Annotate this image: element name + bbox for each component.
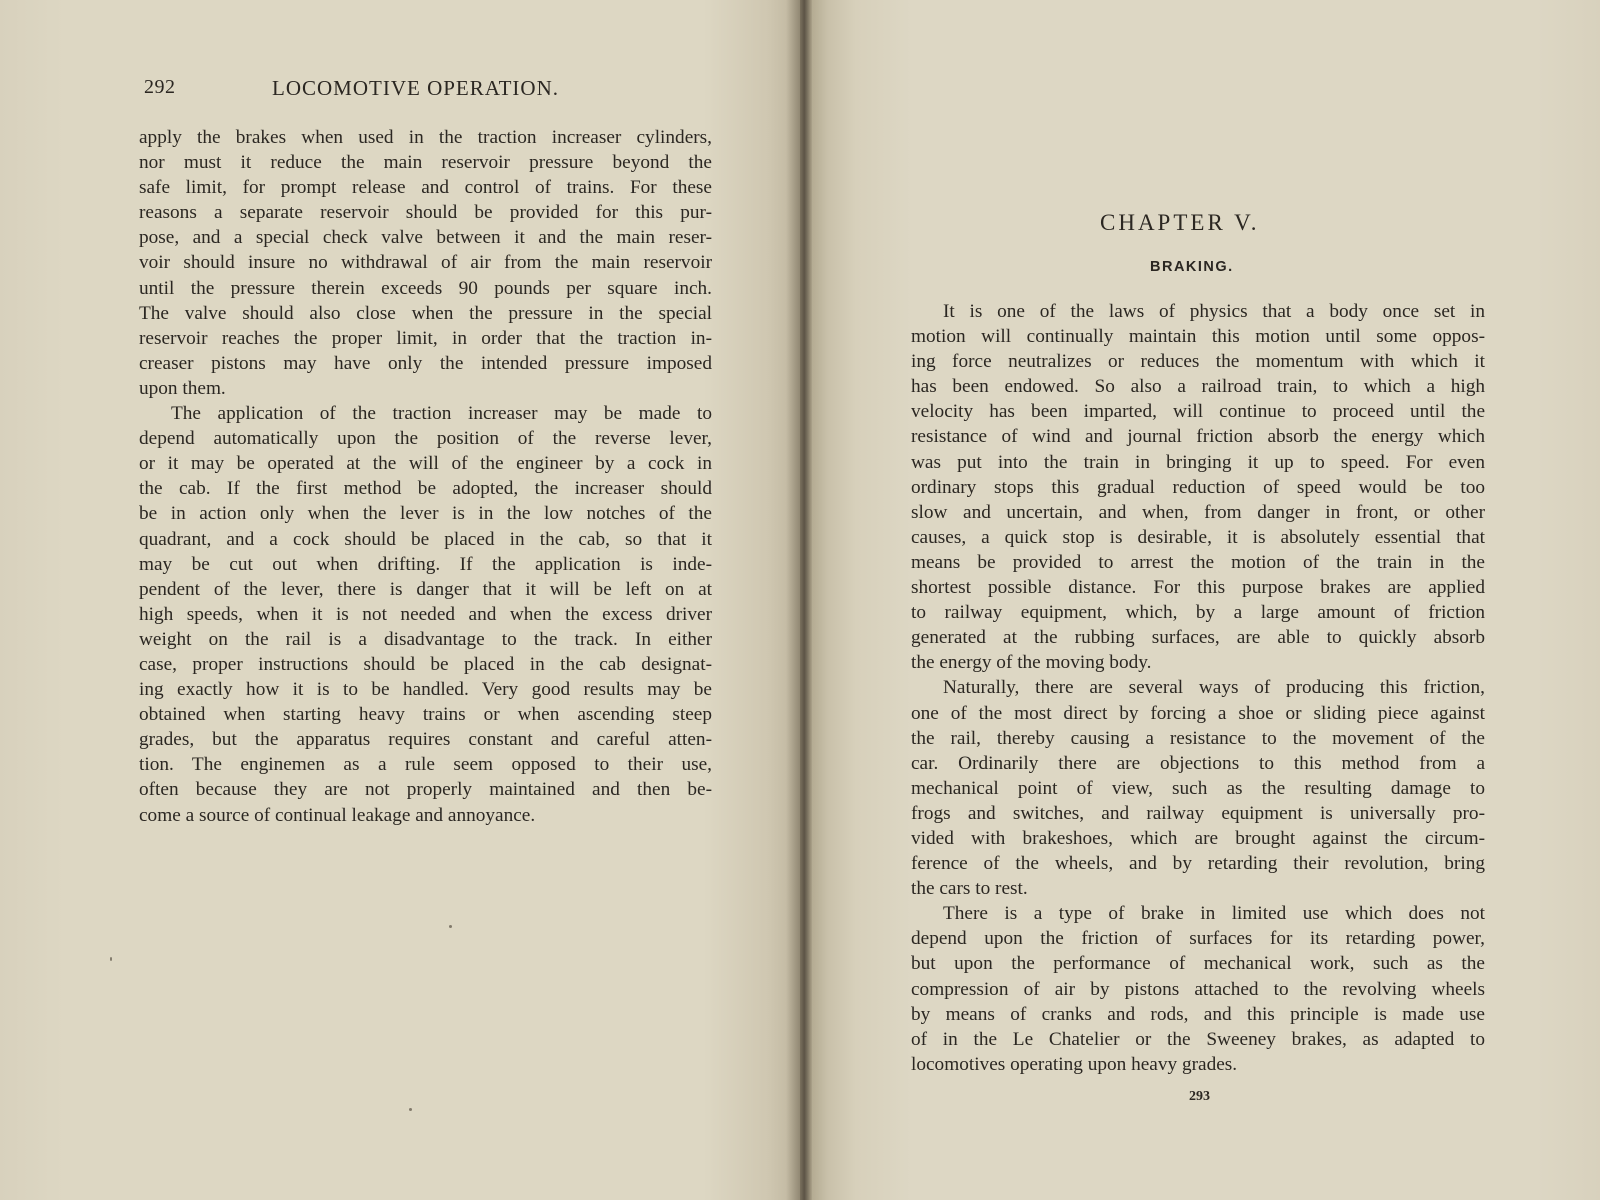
text-line: It is one of the laws of physics that a body once set in (943, 301, 1485, 322)
text-line: creaser pistons may have only the intended pressure imposed (139, 352, 712, 374)
text-line: reasons a separate reservoir should be provided for this pur- (139, 202, 712, 224)
text-line: or it may be operated at the will of the engineer by a cock in (139, 453, 712, 475)
text-line: vided with brakeshoes, which are brought against the circum- (911, 827, 1485, 849)
text-line: motion will continually maintain this motion until some oppos- (911, 326, 1485, 348)
text-line: the energy of the moving body. (911, 652, 1152, 674)
text-line: velocity has been imparted, will continue to proceed until the (911, 401, 1485, 423)
text-line: reservoir reaches the proper limit, in order that the traction in- (139, 327, 712, 349)
text-line: the rail, thereby causing a resistance to the movement of the (911, 727, 1485, 749)
text-line: one of the most direct by forcing a shoe or sliding piece against (911, 702, 1485, 724)
text-line: depend automatically upon the position of the reverse lever, (139, 428, 712, 450)
text-line: of in the Le Chatelier or the Sweeney brakes, as adapted to (911, 1028, 1485, 1050)
text-line: apply the brakes when used in the traction increaser cylinders, (139, 127, 712, 148)
text-line: may be cut out when drifting. If the application is inde- (139, 553, 712, 575)
text-line: frogs and switches, and railway equipment is universally pro- (911, 802, 1485, 824)
book-gutter (786, 0, 812, 1200)
text-line: obtained when starting heavy trains or when ascending steep (139, 704, 712, 726)
text-line: ing force neutralizes or reduces the momentum with which it (911, 351, 1485, 373)
page-number-left: 292 (144, 76, 176, 98)
text-line: come a source of continual leakage and annoyance. (139, 804, 536, 826)
running-head (144, 76, 704, 106)
left-page-text (139, 125, 712, 828)
text-line: by means of cranks and rods, and this principle is made use (911, 1003, 1485, 1025)
right-page-text (911, 299, 1485, 1077)
text-line: but upon the performance of mechanical work, such as the (911, 953, 1485, 975)
chapter-subtitle: BRAKING. (1150, 259, 1234, 275)
text-line: voir should insure no withdrawal of air from the main reservoir (139, 252, 712, 274)
text-line: causes, a quick stop is desirable, it is absolutely essential that (911, 526, 1485, 548)
text-line: pendent of the lever, there is danger that it will be left on at (139, 578, 712, 600)
chapter-title: CHAPTER V. (1100, 210, 1260, 235)
text-line: locomotives operating upon heavy grades. (911, 1053, 1238, 1075)
text-line: slow and uncertain, and when, from danger in front, or other (911, 501, 1485, 523)
text-line: shortest possible distance. For this purpose brakes are applied (911, 577, 1485, 599)
text-line: ference of the wheels, and by retarding their revolution, bring (911, 853, 1485, 875)
text-line: means be provided to arrest the motion of the train in the (911, 551, 1485, 573)
text-line: safe limit, for prompt release and control of trains. For these (139, 177, 712, 199)
text-line: ing exactly how it is to be handled. Very good results may be (139, 679, 712, 701)
text-line: ordinary stops this gradual reduction of speed would be too (911, 476, 1485, 498)
text-line: mechanical point of view, such as the resulting damage to (911, 777, 1485, 799)
text-line: The valve should also close when the pressure in the special (139, 302, 712, 324)
text-line: grades, but the apparatus requires constant and careful atten- (139, 729, 712, 751)
text-line: be in action only when the lever is in the low notches of the (139, 503, 712, 525)
text-line: often because they are not properly maintained and then be- (139, 779, 712, 801)
running-title: LOCOMOTIVE OPERATION. (272, 76, 559, 100)
text-line: resistance of wind and journal friction absorb the energy which (911, 426, 1485, 448)
text-line: depend upon the friction of surfaces for its retarding power, (911, 928, 1485, 950)
text-line: Naturally, there are several ways of producing this friction, (943, 677, 1485, 699)
print-speck (409, 1108, 412, 1111)
text-line: car. Ordinarily there are objections to this method from a (911, 752, 1485, 774)
text-line: weight on the rail is a disadvantage to the track. In either (139, 628, 712, 650)
print-speck (449, 925, 452, 928)
text-line: has been endowed. So also a railroad train, to which a high (911, 376, 1485, 398)
text-line: to railway equipment, which, by a large amount of friction (911, 602, 1485, 624)
text-line: quadrant, and a cock should be placed in the cab, so that it (139, 528, 712, 550)
print-speck (110, 957, 112, 961)
text-line: tion. The enginemen as a rule seem opposed to their use, (139, 754, 712, 776)
text-line: nor must it reduce the main reservoir pressure beyond the (139, 152, 712, 174)
text-line: The application of the traction increaser may be made to (171, 403, 712, 425)
text-line: case, proper instructions should be placed in the cab designat- (139, 653, 712, 675)
text-line: pose, and a special check valve between it and the main reser- (139, 227, 712, 249)
page-number-right: 293 (1189, 1089, 1210, 1104)
text-line: until the pressure therein exceeds 90 pounds per square inch. (139, 277, 712, 299)
text-line: There is a type of brake in limited use which does not (943, 903, 1485, 925)
text-line: generated at the rubbing surfaces, are able to quickly absorb (911, 627, 1485, 649)
text-line: upon them. (139, 377, 226, 399)
text-line: the cars to rest. (911, 878, 1028, 900)
right-page (800, 0, 1600, 1200)
text-line: the cab. If the first method be adopted, the increaser should (139, 478, 712, 500)
text-line: was put into the train in bringing it up to speed. For even (911, 451, 1485, 473)
text-line: compression of air by pistons attached to the revolving wheels (911, 978, 1485, 1000)
text-line: high speeds, when it is not needed and when the excess driver (139, 603, 712, 625)
